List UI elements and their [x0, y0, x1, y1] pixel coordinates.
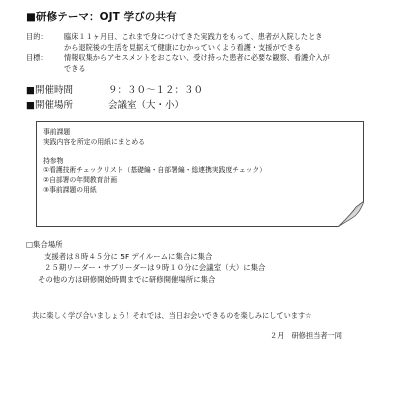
assignment-heading: 事前課題 [43, 128, 71, 136]
goal-line-2: できる [64, 63, 86, 73]
goal-label: 目標： [26, 53, 48, 62]
assignment-note-content [43, 128, 266, 195]
session-place-label: ■開催場所 [26, 100, 73, 111]
items-entry-3: ③事前課題の用紙 [43, 185, 97, 194]
page-curl-icon [338, 201, 364, 227]
closing-message: 共に楽しく学び合いましょう！それでは、当日お会いできるのを楽しみにしています☆ [32, 311, 312, 320]
goal-line-1: 情報収集からアセスメントをおこない、受け持った患者に必要な観察、看護介入が [64, 53, 330, 62]
gathering-line-2: ２５期リーダー・サブリーダーは９時１０分に会議室（大）に集合 [44, 263, 266, 272]
items-entry-2: ②自部署の年間教育計画 [43, 175, 118, 184]
items-heading: 持参物 [43, 156, 64, 165]
session-time-value: ９：３０～１２：３０ [108, 85, 204, 96]
purpose-label: 目的： [26, 32, 48, 41]
purpose-line-2: から退院後の生活を見据えて健康にむかっていくよう看護・支援ができる [64, 42, 302, 52]
goal-row [26, 53, 390, 64]
session-place [26, 97, 184, 111]
session-time-label: ■開催時間 [26, 85, 73, 96]
assignment-item: 実践内容を所定の用紙にまとめる [43, 137, 145, 146]
gathering-line-3: その他の方は研修開始時間までに研修開催場所に集合 [38, 274, 216, 284]
training-theme-title: ■研修テーマ：OJT 学びの共有 [26, 11, 177, 23]
assignment-note-box [36, 121, 364, 227]
session-place-value: 会議室（大・小） [108, 100, 185, 111]
purpose-row [26, 32, 390, 43]
session-time [26, 82, 203, 96]
gathering-line-1: 支援者は８時４５分に 5F デイルームに集合に集合 [44, 251, 213, 261]
items-entry-1: ①看護技術チェックリスト（基礎編・自部署編・総連携実践度チェック） [43, 166, 267, 175]
gathering-section [26, 239, 265, 285]
signature: ２月 研修担当者一同 [270, 331, 342, 340]
gathering-heading: □集合場所 [26, 240, 63, 249]
purpose-section [26, 32, 390, 74]
purpose-line-1: 臨床１１ヶ月目、これまで身につけてきた実践力をもって、患者が入院したとき [64, 32, 323, 41]
